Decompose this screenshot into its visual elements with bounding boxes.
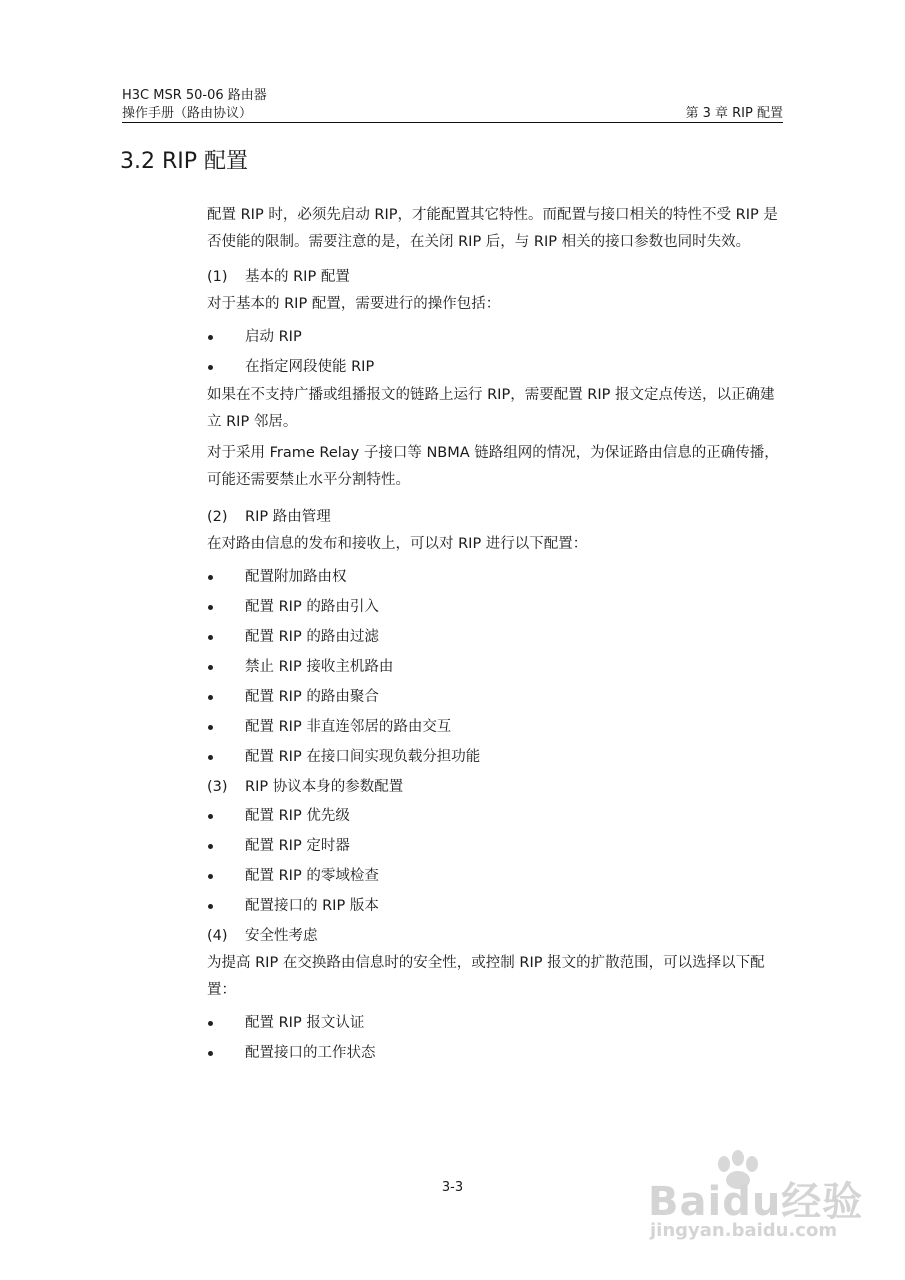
header-manual: 操作手册（路由协议）: [122, 106, 253, 121]
item-heading-3: [207, 774, 783, 801]
list-item: 配置 RIP 的零域检查: [207, 861, 783, 891]
bullet-icon: [207, 1038, 245, 1068]
watermark-url: jingyan.baidu.com: [650, 1220, 838, 1241]
bullet-icon: [207, 682, 245, 712]
list-item: 配置 RIP 在接口间实现负载分担功能: [207, 742, 783, 772]
item4-lead: 为提高 RIP 在交换路由信息时的安全性，或控制 RIP 报文的扩散范围，可以选择以下配置：: [207, 955, 765, 998]
watermark-brand: Baidu经验: [648, 1179, 864, 1225]
list-item: 配置 RIP 非直连邻居的路由交互: [207, 712, 783, 742]
item1-note-2: 对于采用 Frame Relay 子接口等 NBMA 链路组网的情况，为保证路由信息的正确传播，可能还需要禁止水平分割特性。: [207, 445, 779, 488]
item-heading-1: [207, 264, 783, 291]
bullet-icon: [207, 352, 245, 382]
item2-bullet-list: [207, 562, 783, 772]
bullet-icon: [207, 562, 245, 592]
bullet-icon: [207, 322, 245, 352]
item-number: (4): [207, 928, 228, 944]
item-number: (2): [207, 509, 228, 525]
bullet-icon: [207, 891, 245, 921]
intro-paragraph: 配置 RIP 时，必须先启动 RIP，才能配置其它特性。而配置与接口相关的特性不受 RIP 是否使能的限制。需要注意的是，在关闭 RIP 后，与 RIP 相关的接口参数也同时失效。: [207, 207, 778, 250]
item-heading-4: [207, 923, 783, 950]
header-rule: [122, 122, 783, 123]
list-item: 配置附加路由权: [207, 562, 783, 592]
bullet-icon: [207, 622, 245, 652]
list-item: 禁止 RIP 接收主机路由: [207, 652, 783, 682]
list-item: 配置 RIP 的路由过滤: [207, 622, 783, 652]
item1-bullet-list: [207, 322, 783, 382]
bullet-icon: [207, 742, 245, 772]
running-header-left: [122, 87, 267, 123]
list-item: 配置 RIP 优先级: [207, 801, 783, 831]
section-title: 3.2 RIP 配置: [120, 149, 249, 174]
item-heading-2: [207, 504, 783, 531]
item1-note-1: 如果在不支持广播或组播报文的链路上运行 RIP，需要配置 RIP 报文定点传送，以正确建立 RIP 邻居。: [207, 387, 775, 430]
item2-lead: 在对路由信息的发布和接收上，可以对 RIP 进行以下配置：: [207, 536, 588, 552]
item1-lead: 对于基本的 RIP 配置，需要进行的操作包括：: [207, 296, 501, 312]
item-title: 安全性考虑: [245, 928, 318, 944]
page-number: 3-3: [441, 1180, 464, 1195]
item-number: (1): [207, 269, 228, 285]
list-item: 在指定网段使能 RIP: [207, 352, 783, 382]
bullet-icon: [207, 712, 245, 742]
item3-bullet-list: [207, 801, 783, 921]
item-title: 基本的 RIP 配置: [245, 269, 350, 285]
list-item: 启动 RIP: [207, 322, 783, 352]
bullet-icon: [207, 831, 245, 861]
bullet-icon: [207, 801, 245, 831]
bullet-icon: [207, 592, 245, 622]
list-item: 配置 RIP 定时器: [207, 831, 783, 861]
item-title: RIP 协议本身的参数配置: [245, 779, 404, 795]
list-item: 配置 RIP 报文认证: [207, 1008, 783, 1038]
header-product: H3C MSR 50-06 路由器: [122, 88, 267, 103]
item-number: (3): [207, 779, 228, 795]
item4-bullet-list: [207, 1008, 783, 1068]
baidu-watermark: [640, 1150, 870, 1250]
item-title: RIP 路由管理: [245, 509, 331, 525]
header-chapter: 第 3 章 RIP 配置: [685, 106, 783, 121]
bullet-icon: [207, 652, 245, 682]
list-item: 配置 RIP 的路由引入: [207, 592, 783, 622]
list-item: 配置接口的工作状态: [207, 1038, 783, 1068]
list-item: 配置接口的 RIP 版本: [207, 891, 783, 921]
body-content: [207, 202, 783, 1068]
bullet-icon: [207, 1008, 245, 1038]
list-item: 配置 RIP 的路由聚合: [207, 682, 783, 712]
bullet-icon: [207, 861, 245, 891]
